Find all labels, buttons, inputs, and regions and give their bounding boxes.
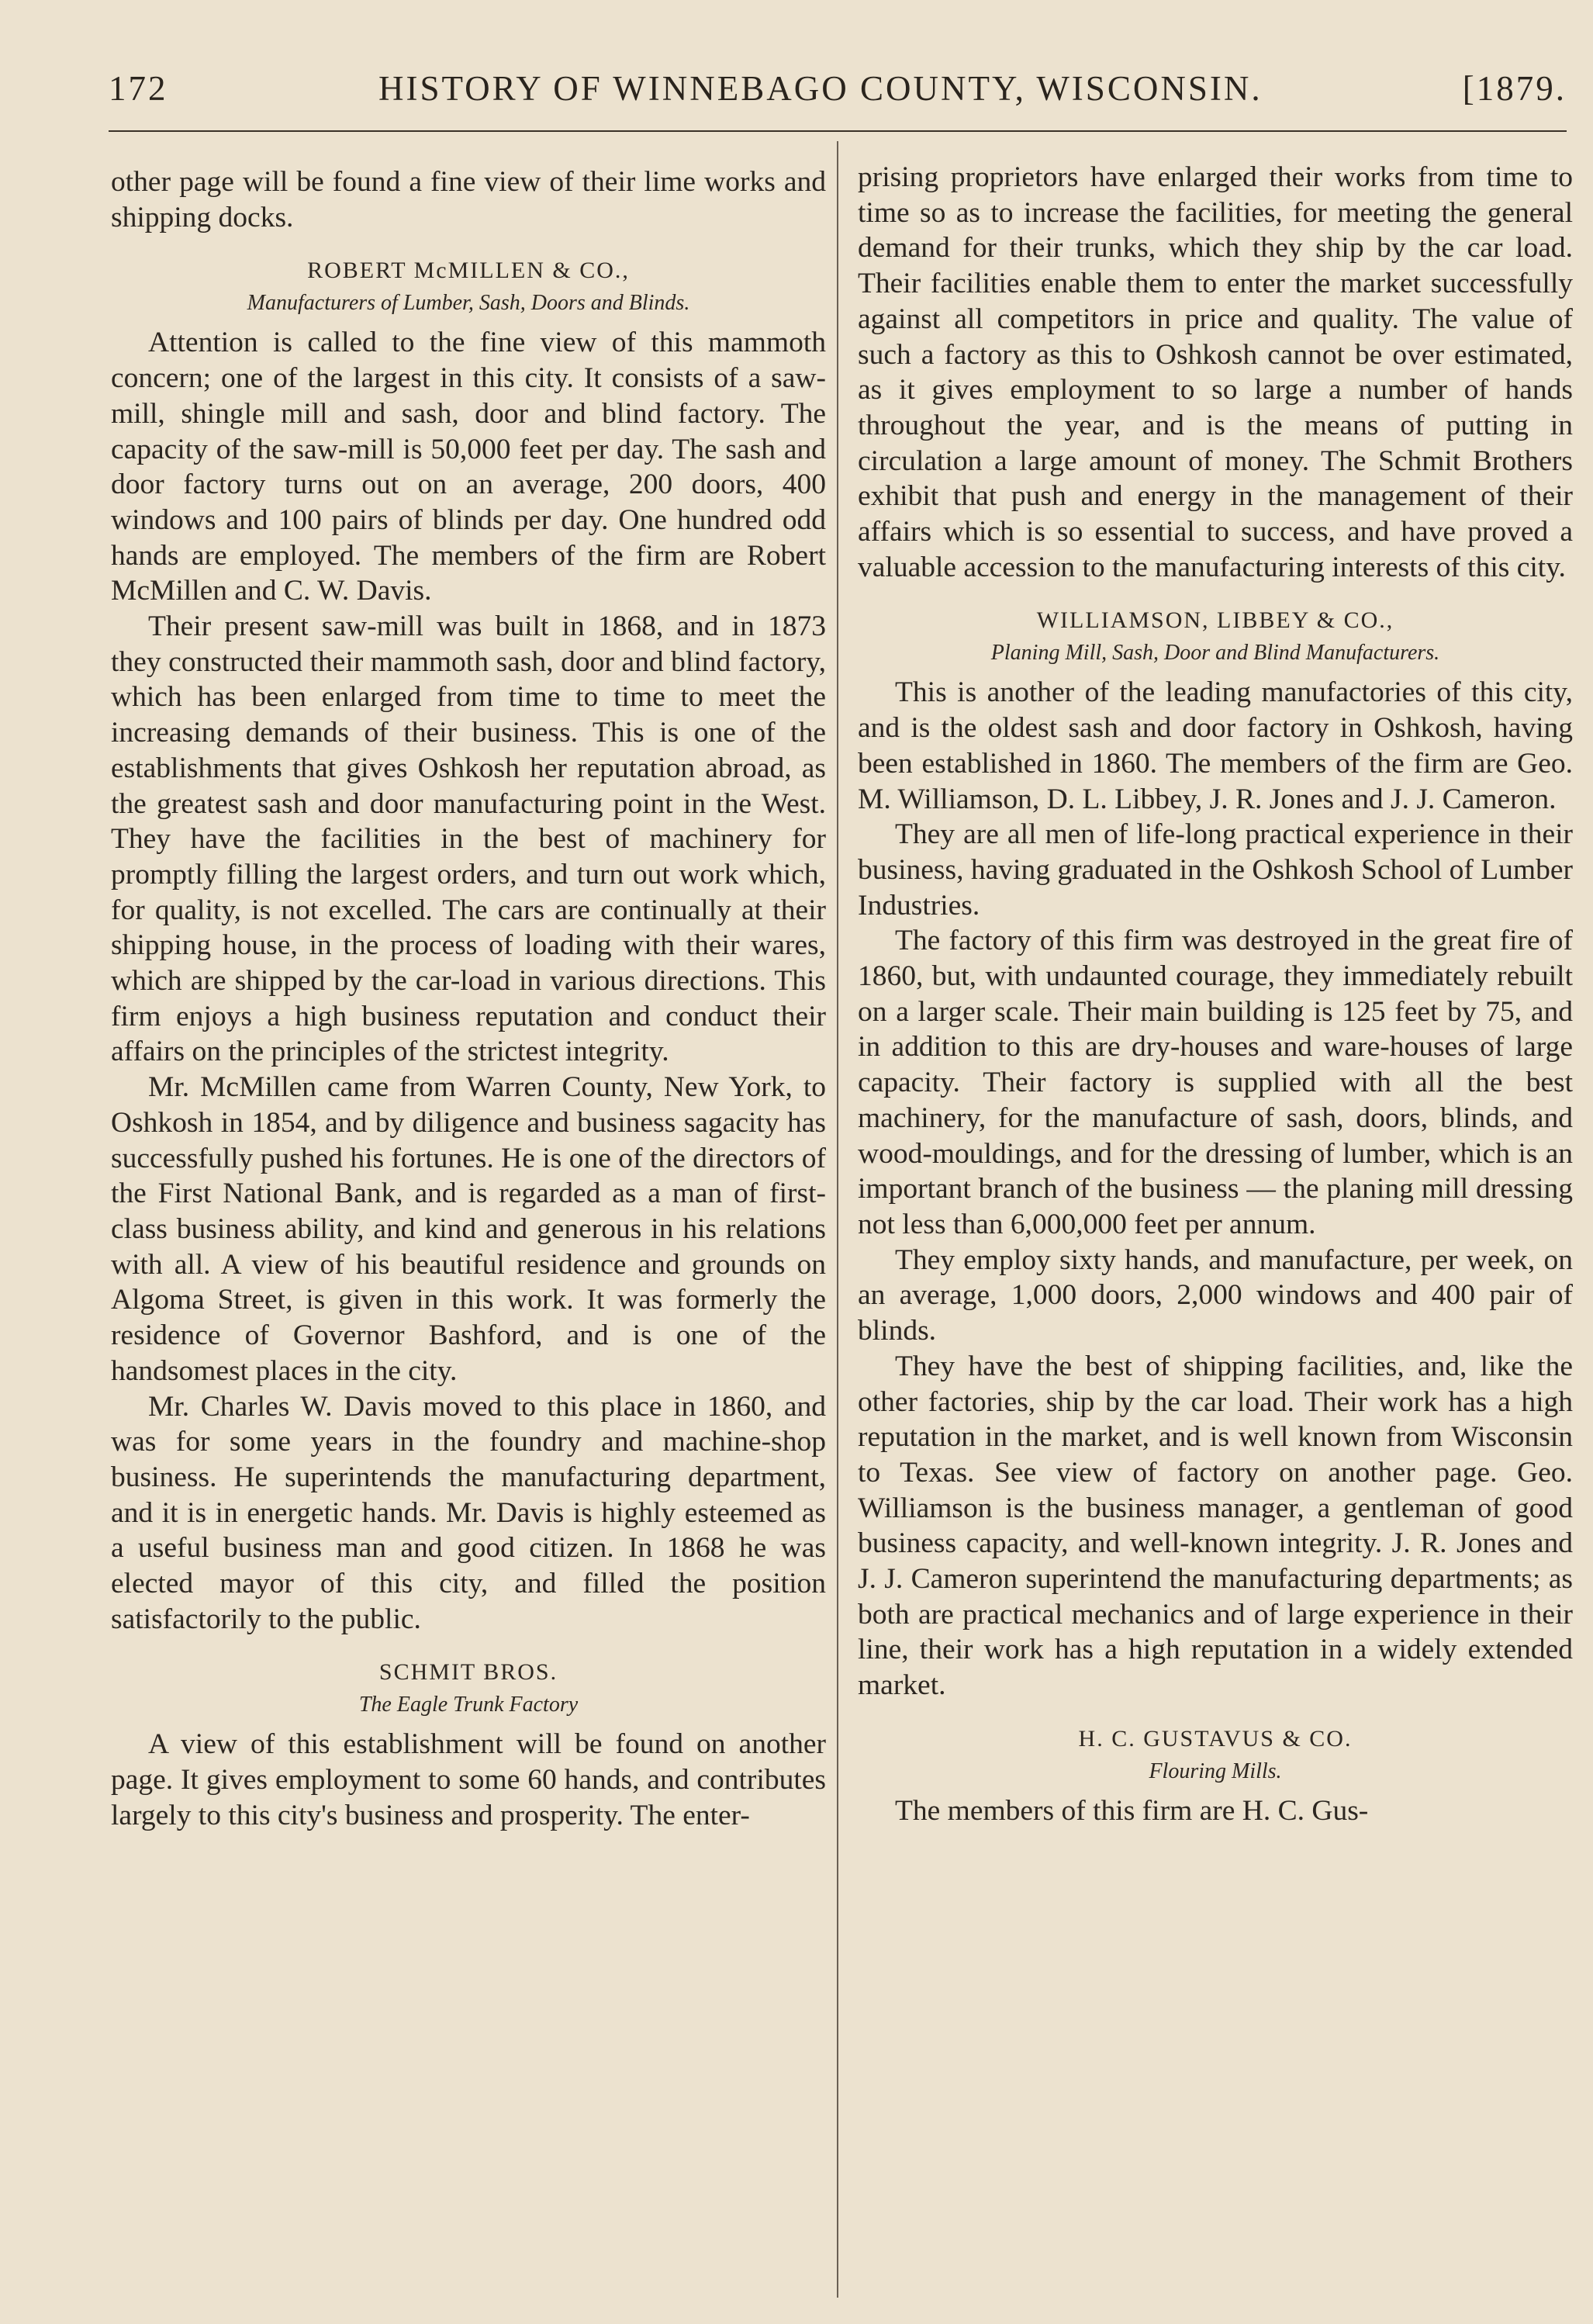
header-rule [109,130,1567,132]
column-divider [837,141,838,2298]
paragraph: A view of this establishment will be found on another page. It gives employment to some 60 hands, and contributes largely to this city's business and prosperity. The enter- [111,1728,826,1831]
running-header [109,62,1567,116]
section-subheading: Planing Mill, Sash, Door and Blind Manufacturers. [990,641,1440,666]
book-title: HISTORY OF WINNEBAGO COUNTY, WISCONSIN. [378,69,1263,108]
section-subheading: Flouring Mills. [1149,1759,1282,1783]
paragraph: Their present saw-mill was built in 1868, and in 1873 they constructed their mammoth sash, door and blind factory, which has been enlarged from time to time to meet the increasing demands of their business. This is one of the establishments that gives Oshkosh her reputation abroad, as the greatest sash and door manufacturing point in the West. They have the facilities in the best of machinery for promptly filling the largest orders, and turn out work which, for quality, is not excelled. The cars are continually at their shipping house, in the process of loading with their wares, which are shipped by the car-load in various directions. This firm enjoys a high business reputation and conduct their affairs on the principles of the strictest integrity. [111,610,826,1068]
header-year: [1879. [1462,69,1567,108]
paragraph: The members of this firm are H. C. Gus- [895,1794,1369,1827]
paragraph: Mr. Charles W. Davis moved to this place in 1860, and was for some years in the foundry and machine-shop business. He superintends the manufacturing department, and it is in energetic hands. Mr. Davis is highly esteemed as a useful business man and good citizen. In 1868 he was elected mayor of this city, and filled the position satisfactorily to the public. [111,1390,826,1635]
section-subheading: The Eagle Trunk Factory [358,1693,579,1717]
left-column [111,164,826,2313]
paragraph: This is another of the leading manufactories of this city, and is the oldest sash and door factory in Oshkosh, having been established in 1860. The members of the firm are Geo. M. Williamson, D. L. Libbey, J. R. Jones and J. J. Cameron. [858,676,1573,815]
paragraph: Attention is called to the fine view of this mammoth concern; one of the largest in this city. It consists of a saw-mill, shingle mill and sash, door and blind factory. The capacity of the saw-mill is 50,000 feet per day. The sash and door factory turns out on an average, 200 doors, 400 windows and 100 pairs of blinds per day. One hundred odd hands are employed. The members of the firm are Robert McMillen and C. W. Davis. [111,327,826,607]
right-column [858,160,1573,2308]
paragraph: Mr. McMillen came from Warren County, New York, to Oshkosh in 1854, and by diligence and business sagacity has successfully pushed his fortunes. He is one of the directors of the First National Bank, and is regarded as a man of first-class business ability, and kind and generous in his relations with all. A view of his beautiful residence and grounds on Algoma Street, is given in this work. It was formerly the residence of Governor Bashford, and is one of the handsomest places in the city. [111,1071,826,1387]
section-subheading: Manufacturers of Lumber, Sash, Doors and Blinds. [247,291,690,316]
paragraph: They employ sixty hands, and manufacture, per week, on an average, 1,000 doors, 2,000 windows and 400 pair of blinds. [858,1243,1573,1347]
paragraph: They are all men of life-long practical experience in their business, having graduated in the Oshkosh School of Lumber Industries. [858,818,1573,922]
section-heading: SCHMIT BROS. [378,1659,558,1686]
paragraph: The factory of this firm was destroyed in the great fire of 1860, but, with undaunted courage, they immediately rebuilt on a larger scale. Their main building is 125 feet by 75, and in addition to this are dry-houses and ware-houses of large capacity. Their factory is supplied with all the best machinery, for the manufacture of sash, doors, blinds, and wood-mouldings, and for the dressing of lumber, which is an important branch of the business — the planing mill dressing not less than 6,000,000 feet per annum. [858,925,1573,1240]
paragraph: They have the best of shipping facilities, and, like the other factories, ship by the car load. Their work has a high reputation in the market, and is well known from Wisconsin to Texas. See view of factory on another page. Geo. Williamson is the business manager, a gentleman of good business capacity, and well-known integrity. J. R. Jones and J. J. Cameron superintend the manufacturing departments; as both are practical mechanics and of large experience in their line, their work has a high reputation in a widely extended market. [858,1350,1573,1702]
section-heading: WILLIAMSON, LIBBEY & CO., [1036,607,1394,634]
paragraph: prising proprietors have enlarged their works from time to time so as to increase the facilities, for meeting the general demand for their trunks, which they ship by the car load. Their facilities enable them to enter the market successfully against all competitors in price and quality. The value of such a factory as this to Oshkosh cannot be over estimated, as it gives employment to so large a number of hands throughout the year, and is the means of putting in circulation a large amount of money. The Schmit Brothers exhibit that push and energy in the management of their affairs which is so essential to success, and have proved a valuable accession to the manufacturing interests of this city. [858,161,1573,583]
section-heading: ROBERT McMILLEN & CO., [307,258,630,284]
page-number: 172 [109,69,168,108]
paragraph: other page will be found a fine view of their lime works and shipping docks. [111,166,826,233]
section-heading: H. C. GUSTAVUS & CO. [1078,1725,1353,1752]
